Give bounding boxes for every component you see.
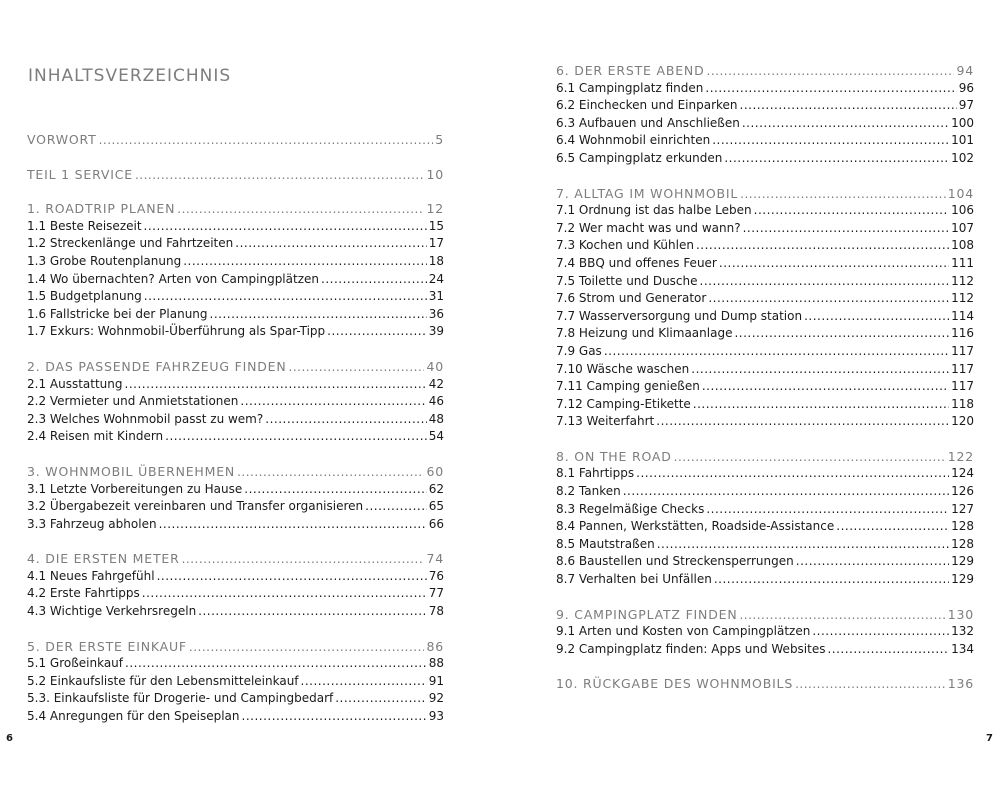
- entry-title: 1.7 Exkurs: Wohnmobil-Überführung als Spar-Tipp: [27, 324, 326, 339]
- page-ref: 36: [428, 306, 444, 321]
- toc-entry: [556, 483, 974, 501]
- page-ref: 129: [951, 554, 974, 569]
- toc-entry: [556, 115, 974, 133]
- toc-section: [556, 62, 974, 168]
- page-ref: 5: [435, 132, 444, 147]
- entry-title: 9.2 Campingplatz finden: Apps und Websites: [556, 641, 826, 656]
- toc-section: [27, 200, 444, 341]
- page-ref: 97: [958, 98, 974, 113]
- page-ref: 17: [428, 236, 444, 251]
- entry-title: 3.1 Letzte Vorbereitungen zu Hause: [27, 481, 243, 496]
- chapter-title: TEIL 1 SERVICE: [27, 166, 133, 182]
- entry-title: 9.1 Arten und Kosten von Campingplätzen: [556, 624, 811, 639]
- toc-entry: [27, 568, 444, 586]
- toc-entry: [27, 411, 444, 429]
- entry-title: 8.7 Verhalten bei Unfällen: [556, 572, 712, 587]
- toc-entry: [27, 428, 444, 446]
- page-number-right: 7: [986, 733, 993, 744]
- dot-leader: [165, 428, 427, 446]
- toc-entry: [27, 218, 444, 236]
- dot-leader: [365, 498, 427, 516]
- chapter-title: VORWORT: [27, 132, 97, 147]
- entry-title: 2.4 Reisen mit Kindern: [27, 429, 164, 444]
- page-ref: 112: [951, 291, 974, 306]
- dot-leader: [742, 115, 949, 133]
- entry-title: 6.2 Einchecken und Einparken: [556, 98, 738, 113]
- page-ref: 94: [956, 63, 974, 78]
- page-ref: 93: [428, 709, 444, 724]
- entry-title: 3.2 Übergabezeit vereinbaren und Transfer organisieren: [27, 499, 364, 514]
- dot-leader: [702, 378, 949, 396]
- toc-entry: [556, 325, 974, 343]
- page-ref: 126: [951, 484, 974, 499]
- dot-leader: [144, 288, 427, 306]
- entry-title: 7.13 Weiterfahrt: [556, 414, 655, 429]
- page-ref: 102: [951, 150, 974, 165]
- dot-leader: [674, 449, 946, 467]
- toc-entry: [27, 306, 444, 324]
- toc-entry: [556, 378, 974, 396]
- dot-leader: [321, 271, 427, 289]
- entry-title: 6.3 Aufbauen und Anschließen: [556, 115, 740, 130]
- toc-chapter-entry: [556, 185, 974, 203]
- toc-entry: [556, 518, 974, 536]
- dot-leader: [235, 235, 426, 253]
- toc-entry: [27, 323, 444, 341]
- entry-title: 3.3 Fahrzeug abholen: [27, 516, 157, 531]
- toc-entry: [556, 273, 974, 291]
- entry-title: 8.4 Pannen, Werkstätten, Roadside-Assistance: [556, 519, 835, 534]
- toc-entry: [27, 603, 444, 621]
- dot-leader: [242, 708, 427, 726]
- toc-entry: [556, 553, 974, 571]
- chapter-title: 1. ROADTRIP PLANEN: [27, 201, 176, 217]
- dot-leader: [604, 343, 949, 361]
- page-ref: 129: [951, 572, 974, 587]
- toc-entry: [27, 585, 444, 603]
- chapter-title: 5. DER ERSTE EINKAUF: [27, 638, 187, 654]
- toc-entry: [556, 571, 974, 589]
- dot-leader: [125, 655, 427, 673]
- dot-leader: [708, 290, 949, 308]
- entry-title: 4.2 Erste Fahrtipps: [27, 586, 140, 601]
- toc-entry: [27, 690, 444, 708]
- dot-leader: [159, 516, 427, 534]
- page-ref: 76: [428, 568, 444, 583]
- toc-section: [556, 606, 974, 659]
- dot-leader: [707, 63, 955, 81]
- toc-right-column: [556, 62, 974, 710]
- toc-section: [27, 166, 444, 184]
- toc-section: [27, 550, 444, 620]
- dot-leader: [739, 607, 945, 625]
- chapter-title: 8. ON THE ROAD: [556, 448, 672, 464]
- entry-title: 5.3. Einkaufsliste für Drogerie- und Campingbedarf: [27, 691, 334, 706]
- toc-left-column: [27, 131, 444, 743]
- dot-leader: [796, 553, 949, 571]
- page-ref: 77: [428, 586, 444, 601]
- page-ref: 39: [428, 324, 444, 339]
- toc-chapter-entry: [27, 638, 444, 656]
- toc-section: [556, 675, 974, 693]
- page-ref: 120: [951, 414, 974, 429]
- chapter-title: 6. DER ERSTE ABEND: [556, 63, 705, 78]
- entry-title: 8.1 Fahrtipps: [556, 466, 635, 481]
- page-number-left: 6: [6, 733, 13, 744]
- toc-chapter-entry: [27, 200, 444, 218]
- entry-title: 8.3 Regelmäßige Checks: [556, 501, 705, 516]
- dot-leader: [623, 483, 949, 501]
- entry-title: 7.6 Strom und Generator: [556, 291, 707, 306]
- entry-title: 2.1 Ausstattung: [27, 376, 123, 391]
- dot-leader: [693, 396, 949, 414]
- page-ref: 74: [426, 551, 444, 567]
- toc-entry: [27, 235, 444, 253]
- toc-entry: [27, 393, 444, 411]
- toc-entry: [556, 413, 974, 431]
- dot-leader: [265, 411, 426, 429]
- dot-leader: [804, 308, 949, 326]
- page-ref: 48: [428, 411, 444, 426]
- toc-entry: [556, 97, 974, 115]
- dot-leader: [301, 673, 427, 691]
- dot-leader: [696, 237, 949, 255]
- entry-title: 7.5 Toilette und Dusche: [556, 273, 698, 288]
- dot-leader: [795, 676, 946, 694]
- page-ref: 130: [947, 606, 974, 622]
- page-ref: 42: [428, 376, 444, 391]
- dot-leader: [335, 690, 426, 708]
- dot-leader: [144, 218, 427, 236]
- page-ref: 62: [428, 481, 444, 496]
- entry-title: 4.3 Wichtige Verkehrsregeln: [27, 604, 197, 619]
- toc-entry: [27, 708, 444, 726]
- entry-title: 1.5 Budgetplanung: [27, 289, 142, 304]
- page-ref: 117: [951, 361, 974, 376]
- page-ref: 124: [951, 466, 974, 481]
- dot-leader: [99, 132, 434, 150]
- entry-title: 1.4 Wo übernachten? Arten von Campingplätzen: [27, 271, 319, 286]
- entry-title: 7.8 Heizung und Klimaanlage: [556, 326, 733, 341]
- page-title: INHALTSVERZEICHNIS: [28, 66, 232, 87]
- page-ref: 46: [428, 394, 444, 409]
- dot-leader: [327, 323, 427, 341]
- dot-leader: [706, 501, 949, 519]
- entry-title: 8.6 Baustellen und Streckensperrungen: [556, 554, 794, 569]
- dot-leader: [700, 273, 950, 291]
- toc-section: [27, 463, 444, 533]
- page-ref: 117: [951, 379, 974, 394]
- chapter-title: 9. CAMPINGPLATZ FINDEN: [556, 606, 738, 622]
- entry-title: 7.2 Wer macht was und wann?: [556, 220, 741, 235]
- toc-chapter-entry: [27, 131, 444, 149]
- page-ref: 65: [428, 499, 444, 514]
- chapter-title: 3. WOHNMOBIL ÜBERNEHMEN: [27, 463, 236, 479]
- dot-leader: [125, 376, 427, 394]
- entry-title: 8.5 Mautstraßen: [556, 536, 655, 551]
- page-ref: 10: [426, 166, 444, 182]
- entry-title: 7.11 Camping genießen: [556, 379, 700, 394]
- dot-leader: [740, 97, 957, 115]
- entry-title: 2.2 Vermieter und Anmietstationen: [27, 394, 239, 409]
- entry-title: 6.5 Campingplatz erkunden: [556, 150, 723, 165]
- page-ref: 116: [951, 326, 974, 341]
- toc-chapter-entry: [27, 166, 444, 184]
- entry-title: 6.1 Campingplatz finden: [556, 80, 704, 95]
- page-ref: 24: [428, 271, 444, 286]
- toc-chapter-entry: [27, 358, 444, 376]
- page-ref: 104: [947, 185, 974, 201]
- toc-section: [27, 638, 444, 726]
- toc-entry: [556, 361, 974, 379]
- toc-entry: [556, 465, 974, 483]
- toc-section: [27, 358, 444, 446]
- chapter-title: 4. DIE ERSTEN METER: [27, 551, 180, 567]
- dot-leader: [812, 623, 949, 641]
- page-ref: 101: [951, 133, 974, 148]
- entry-title: 1.2 Streckenlänge und Fahrtzeiten: [27, 236, 234, 251]
- toc-entry: [27, 673, 444, 691]
- page-ref: 78: [428, 604, 444, 619]
- toc-entry: [556, 237, 974, 255]
- page-ref: 107: [951, 220, 974, 235]
- entry-title: 4.1 Neues Fahrgefühl: [27, 568, 155, 583]
- toc-chapter-entry: [27, 463, 444, 481]
- entry-title: 5.1 Großeinkauf: [27, 656, 124, 671]
- entry-title: 5.4 Anregungen für den Speiseplan: [27, 709, 240, 724]
- page-ref: 92: [428, 691, 444, 706]
- page-ref: 31: [428, 289, 444, 304]
- entry-title: 7.1 Ordnung ist das halbe Leben: [556, 203, 752, 218]
- page-ref: 18: [428, 253, 444, 268]
- dot-leader: [135, 167, 425, 185]
- dot-leader: [182, 551, 425, 569]
- chapter-title: 2. DAS PASSENDE FAHRZEUG FINDEN: [27, 358, 287, 374]
- toc-entry: [556, 343, 974, 361]
- page-ref: 15: [428, 218, 444, 233]
- toc-entry: [556, 255, 974, 273]
- dot-leader: [210, 306, 427, 324]
- dot-leader: [244, 481, 426, 499]
- toc-entry: [27, 253, 444, 271]
- entry-title: 1.1 Beste Reisezeit: [27, 218, 142, 233]
- entry-title: 7.4 BBQ und offenes Feuer: [556, 255, 717, 270]
- page-ref: 12: [426, 201, 444, 217]
- toc-entry: [27, 288, 444, 306]
- toc-chapter-entry: [556, 448, 974, 466]
- entry-title: 6.4 Wohnmobil einrichten: [556, 133, 711, 148]
- page-ref: 40: [426, 358, 444, 374]
- page-ref: 106: [951, 203, 974, 218]
- dot-leader: [719, 255, 949, 273]
- page-ref: 60: [426, 463, 444, 479]
- page-ref: 66: [428, 516, 444, 531]
- entry-title: 2.3 Welches Wohnmobil passt zu wem?: [27, 411, 264, 426]
- toc-chapter-entry: [27, 550, 444, 568]
- dot-leader: [656, 413, 949, 431]
- dot-leader: [712, 132, 949, 150]
- dot-leader: [754, 202, 949, 220]
- toc-section: [556, 185, 974, 431]
- entry-title: 7.12 Camping-Etikette: [556, 396, 691, 411]
- page-ref: 127: [951, 501, 974, 516]
- page-ref: 128: [951, 536, 974, 551]
- page-ref: 117: [951, 343, 974, 358]
- page-ref: 132: [951, 624, 974, 639]
- toc-entry: [556, 623, 974, 641]
- entry-title: 5.2 Einkaufsliste für den Lebensmitteleinkauf: [27, 673, 299, 688]
- chapter-title: 10. RÜCKGABE DES WOHNMOBILS: [556, 676, 794, 692]
- page-ref: 54: [428, 429, 444, 444]
- page-ref: 86: [426, 638, 444, 654]
- dot-leader: [189, 639, 425, 657]
- page-ref: 88: [428, 656, 444, 671]
- chapter-title: 7. ALLTAG IM WOHNMOBIL: [556, 185, 739, 201]
- toc-entry: [556, 641, 974, 659]
- toc-entry: [556, 290, 974, 308]
- dot-leader: [177, 201, 424, 219]
- dot-leader: [743, 220, 950, 238]
- toc-entry: [556, 202, 974, 220]
- page-ref: 108: [951, 238, 974, 253]
- dot-leader: [142, 585, 427, 603]
- page-ref: 134: [951, 641, 974, 656]
- toc-entry: [556, 396, 974, 414]
- page-ref: 114: [951, 308, 974, 323]
- toc-entry: [27, 655, 444, 673]
- toc-entry: [27, 516, 444, 534]
- toc-entry: [556, 501, 974, 519]
- entry-title: 8.2 Tanken: [556, 484, 621, 499]
- toc-chapter-entry: [556, 606, 974, 624]
- toc-entry: [27, 376, 444, 394]
- dot-leader: [734, 325, 949, 343]
- dot-leader: [705, 80, 956, 98]
- dot-leader: [724, 150, 949, 168]
- entry-title: 7.10 Wäsche waschen: [556, 361, 690, 376]
- page-ref: 128: [951, 519, 974, 534]
- page-ref: 112: [951, 273, 974, 288]
- dot-leader: [691, 361, 949, 379]
- dot-leader: [237, 464, 424, 482]
- dot-leader: [714, 571, 949, 589]
- toc-chapter-entry: [556, 62, 974, 80]
- dot-leader: [198, 603, 427, 621]
- toc-section: [27, 131, 444, 149]
- dot-leader: [636, 465, 949, 483]
- dot-leader: [827, 641, 949, 659]
- dot-leader: [657, 536, 949, 554]
- toc-section: [556, 448, 974, 589]
- dot-leader: [157, 568, 427, 586]
- dot-leader: [183, 253, 427, 271]
- toc-entry: [556, 308, 974, 326]
- toc-entry: [556, 132, 974, 150]
- dot-leader: [836, 518, 949, 536]
- page-ref: 100: [951, 115, 974, 130]
- entry-title: 7.7 Wasserversorgung und Dump station: [556, 308, 803, 323]
- toc-entry: [27, 498, 444, 516]
- toc-chapter-entry: [556, 675, 974, 693]
- toc-entry: [556, 80, 974, 98]
- toc-entry: [556, 220, 974, 238]
- dot-leader: [289, 359, 425, 377]
- page-ref: 136: [947, 676, 974, 692]
- entry-title: 1.6 Fallstricke bei der Planung: [27, 306, 208, 321]
- entry-title: 7.3 Kochen und Kühlen: [556, 238, 694, 253]
- page-ref: 111: [951, 255, 974, 270]
- toc-entry: [556, 150, 974, 168]
- page-ref: 96: [958, 80, 974, 95]
- entry-title: 7.9 Gas: [556, 343, 602, 358]
- toc-entry: [556, 536, 974, 554]
- page-ref: 91: [428, 673, 444, 688]
- toc-entry: [27, 481, 444, 499]
- entry-title: 1.3 Grobe Routenplanung: [27, 253, 182, 268]
- dot-leader: [240, 393, 426, 411]
- toc-entry: [27, 271, 444, 289]
- page-ref: 118: [951, 396, 974, 411]
- page-ref: 122: [947, 448, 974, 464]
- dot-leader: [740, 186, 946, 204]
